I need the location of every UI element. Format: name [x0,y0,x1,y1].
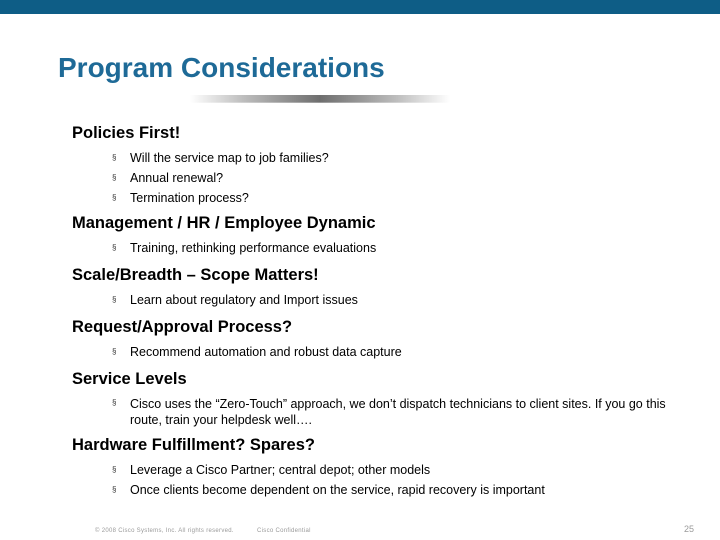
section-heading: Policies First! [72,124,181,142]
bullet-marker-icon: § [112,398,117,407]
section-heading: Scale/Breadth – Scope Matters! [72,266,319,284]
bullet-marker-icon: § [112,485,117,494]
section-heading: Management / HR / Employee Dynamic [72,214,376,232]
bullet-list [72,238,692,258]
top-banner [0,0,720,14]
section-hardware [72,434,692,500]
bullet-text: Annual renewal? [130,171,224,185]
section-service-levels [72,368,692,428]
section-scale [72,264,692,310]
bullet-marker-icon: § [112,243,117,252]
bullet-text: Cisco uses the “Zero-Touch” approach, we don’t dispatch technicians to client sites. If you go this route, train your helpdesk well…. [130,397,666,427]
bullet-text: Training, rethinking performance evaluations [130,241,377,255]
bullet-item [72,148,692,168]
slide-title: Program Considerations [58,52,385,83]
title-underline-rule [190,95,450,103]
footer-copyright: © 2008 Cisco Systems, Inc. All rights reserved. [95,528,234,534]
page-number: 25 [684,524,695,534]
bullet-list [72,460,692,500]
section-heading: Request/Approval Process? [72,318,293,336]
bullet-item [72,168,692,188]
bullet-text: Leverage a Cisco Partner; central depot; other models [130,463,431,477]
bullet-text: Termination process? [130,191,249,205]
bullet-item [72,238,692,258]
bullet-list [72,394,692,428]
footer-confidential: Cisco Confidential [257,528,311,534]
bullet-marker-icon: § [112,153,117,162]
bullet-marker-icon: § [112,465,117,474]
bullet-marker-icon: § [112,193,117,202]
bullet-text: Learn about regulatory and Import issues [130,293,358,307]
section-heading: Service Levels [72,370,187,388]
bullet-item [72,290,692,310]
bullet-list [72,290,692,310]
bullet-marker-icon: § [112,173,117,182]
bullet-item [72,460,692,480]
bullet-item [72,188,692,208]
bullet-item [72,342,692,362]
section-management [72,212,692,258]
bullet-marker-icon: § [112,347,117,356]
slide-content [72,122,692,500]
bullet-list [72,342,692,362]
bullet-list [72,148,692,208]
section-heading: Hardware Fulfillment? Spares? [72,436,315,454]
section-policies [72,122,692,208]
bullet-text: Recommend automation and robust data capture [130,345,402,359]
bullet-item [72,480,692,500]
bullet-text: Will the service map to job families? [130,151,329,165]
bullet-item [72,394,692,428]
section-request [72,316,692,362]
bullet-marker-icon: § [112,295,117,304]
bullet-text: Once clients become dependent on the service, rapid recovery is important [130,483,545,497]
